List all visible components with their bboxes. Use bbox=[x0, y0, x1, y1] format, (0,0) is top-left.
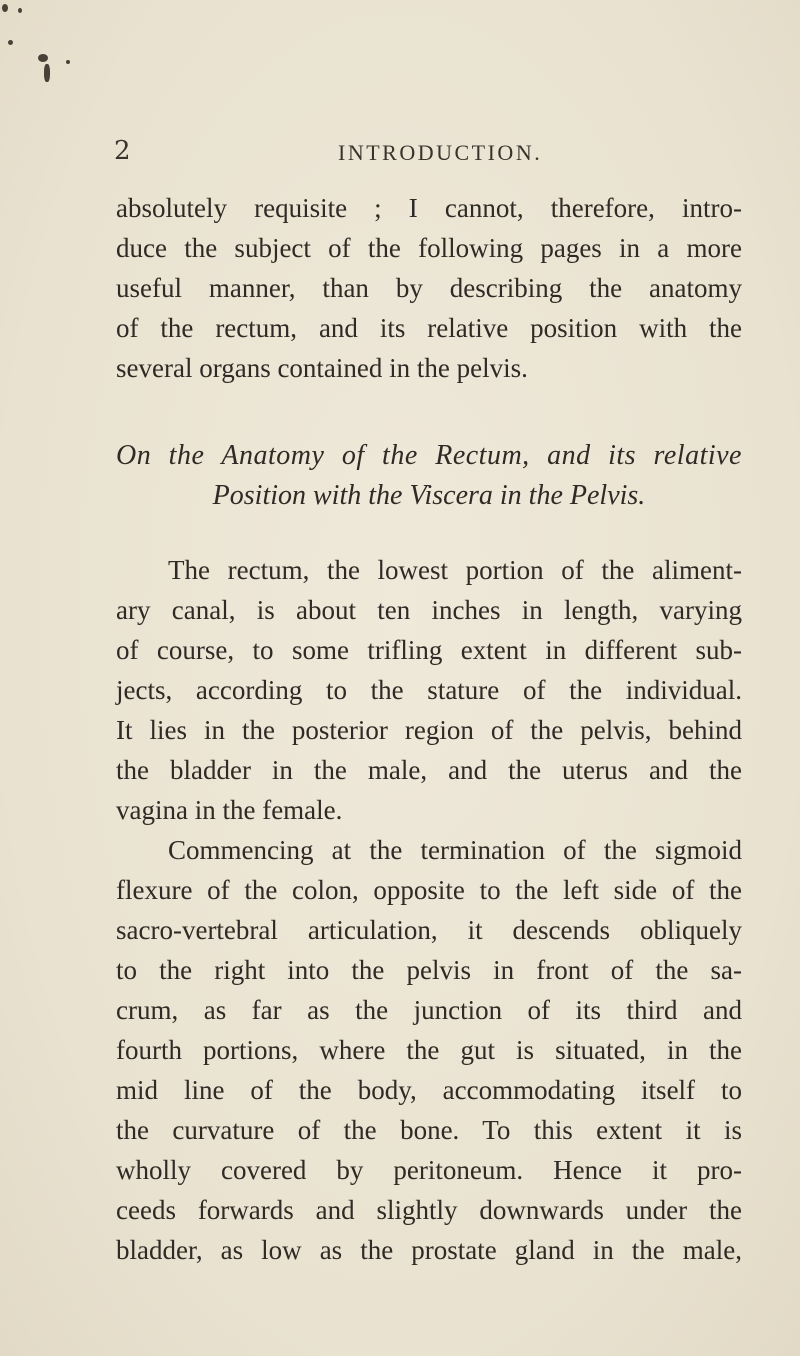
paragraph-rectum-course bbox=[116, 830, 742, 1270]
heading-line: On the Anatomy of the Rectum, and its relative bbox=[116, 440, 742, 471]
text-line: wholly covered by peritoneum. Hence it pro- bbox=[116, 1155, 742, 1185]
text-line: The rectum, the lowest portion of the aliment- bbox=[168, 555, 742, 585]
page-number: 2 bbox=[114, 136, 131, 166]
text-line: useful manner, than by describing the anatomy bbox=[116, 273, 742, 303]
text-line: sacro-vertebral articulation, it descends obliquely bbox=[116, 915, 742, 945]
text-line: fourth portions, where the gut is situated, in the bbox=[116, 1035, 742, 1065]
text-line: bladder, as low as the prostate gland in the male, bbox=[116, 1235, 742, 1265]
text-line: Commencing at the termination of the sigmoid bbox=[168, 835, 742, 865]
text-line: absolutely requisite ; I cannot, therefore, intro- bbox=[116, 193, 742, 223]
text-line: several organs contained in the pelvis. bbox=[116, 353, 528, 383]
text-line: flexure of the colon, opposite to the left side of the bbox=[116, 875, 742, 905]
intro-paragraph bbox=[116, 188, 742, 388]
ink-speck bbox=[2, 4, 8, 12]
ink-speck bbox=[18, 8, 22, 13]
text-line: duce the subject of the following pages in a more bbox=[116, 233, 742, 263]
text-line: jects, according to the stature of the individual. bbox=[116, 675, 742, 705]
text-line: ary canal, is about ten inches in length, varying bbox=[116, 595, 742, 625]
text-line: ceeds forwards and slightly downwards under the bbox=[116, 1195, 742, 1225]
text-line: mid line of the body, accommodating itself to bbox=[116, 1075, 742, 1105]
ink-speck bbox=[66, 60, 70, 64]
section-heading bbox=[116, 436, 742, 516]
text-line: It lies in the posterior region of the pelvis, behind bbox=[116, 715, 742, 745]
text-line: to the right into the pelvis in front of the sa- bbox=[116, 955, 742, 985]
text-line: the curvature of the bone. To this extent it is bbox=[116, 1115, 742, 1145]
ink-speck bbox=[8, 40, 13, 45]
text-line: of the rectum, and its relative position with the bbox=[116, 313, 742, 343]
heading-line: Position with the Viscera in the Pelvis. bbox=[212, 480, 646, 511]
text-line: vagina in the female. bbox=[116, 795, 343, 825]
paragraph-rectum-description bbox=[116, 550, 742, 830]
ink-speck bbox=[38, 54, 48, 62]
ink-speck bbox=[44, 64, 50, 82]
text-line: crum, as far as the junction of its third and bbox=[116, 995, 742, 1025]
text-line: the bladder in the male, and the uterus and the bbox=[116, 755, 742, 785]
running-head bbox=[100, 132, 740, 172]
running-title: INTRODUCTION. bbox=[338, 140, 543, 165]
text-line: of course, to some trifling extent in different sub- bbox=[116, 635, 742, 665]
